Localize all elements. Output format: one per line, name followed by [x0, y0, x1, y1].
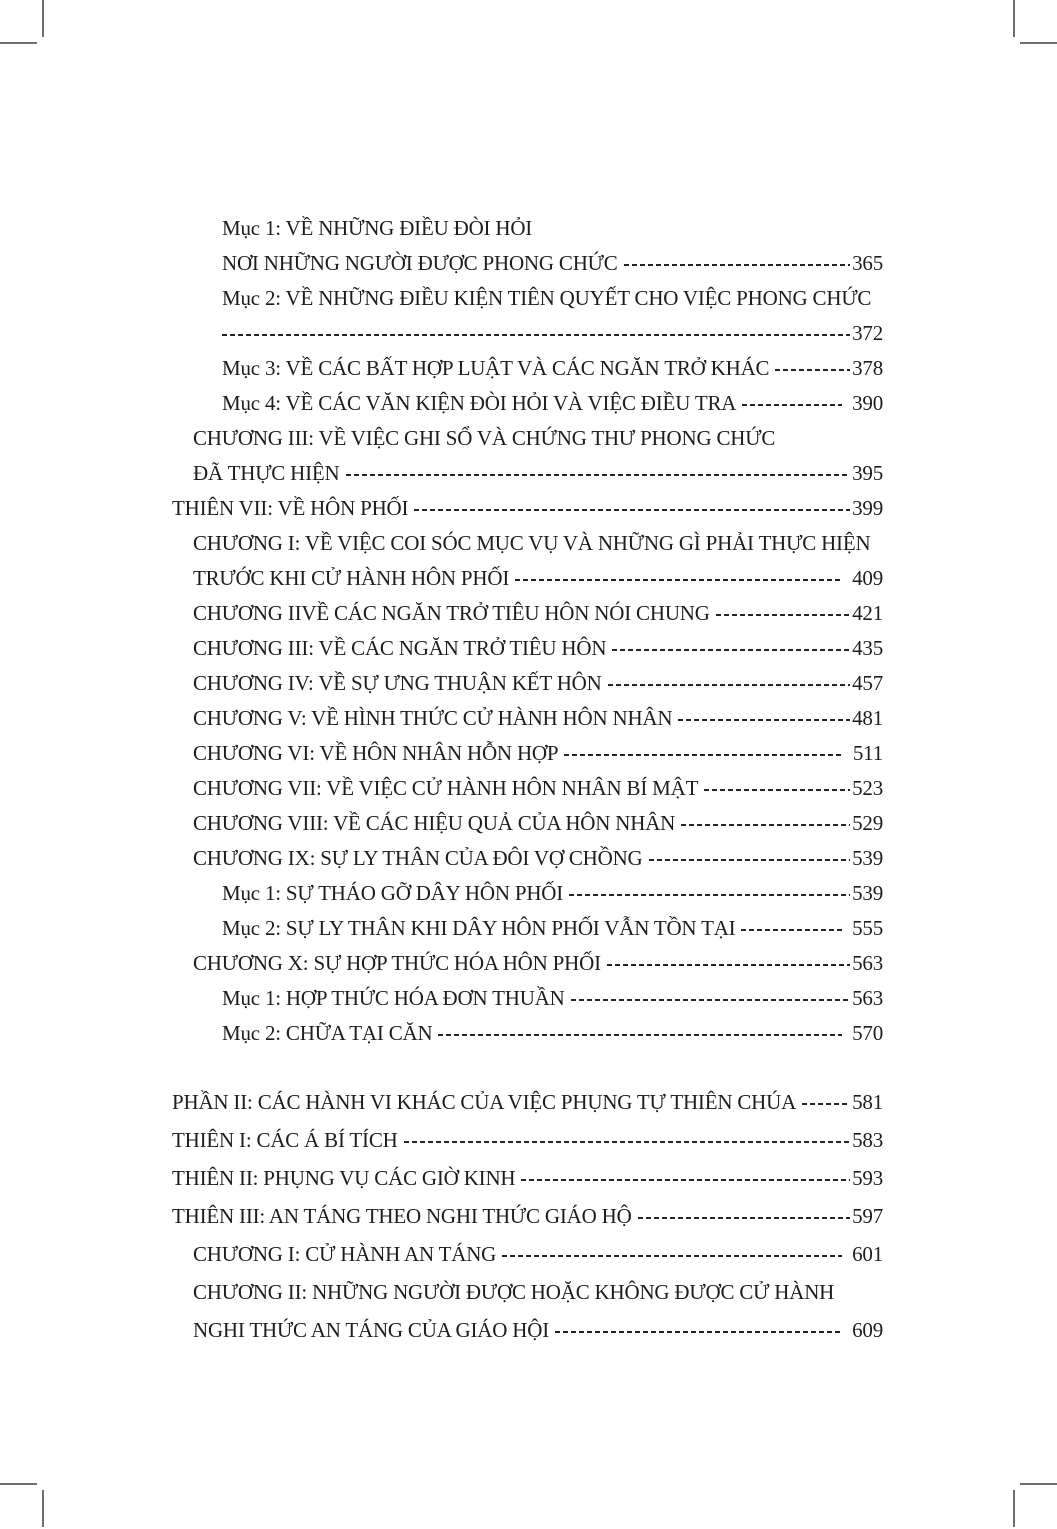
toc-dash-leader: [571, 999, 850, 1001]
toc-dash-leader: [569, 894, 850, 896]
toc-page-number: 409: [852, 566, 883, 590]
toc-dash-leader: [716, 614, 850, 616]
crop-mark-bottom-right-horizontal: [1020, 1483, 1057, 1485]
toc-row: [172, 736, 883, 771]
toc-page-number: 593: [852, 1165, 883, 1190]
toc-dash-leader: [742, 404, 842, 406]
toc-page-number: 539: [852, 846, 883, 870]
toc-dash-leader: [404, 1141, 850, 1143]
toc-page-number: 597: [852, 1203, 883, 1228]
toc-row: [172, 1235, 883, 1273]
toc-row: [172, 876, 883, 911]
toc-entry-text: CHƯƠNG VII: VỀ VIỆC CỬ HÀNH HÔN NHÂN BÍ MẬT: [193, 776, 699, 800]
toc-row: [172, 771, 883, 806]
toc-page-number: 583: [852, 1127, 883, 1152]
toc-entry-text: THIÊN II: PHỤNG VỤ CÁC GIỜ KINH: [172, 1165, 516, 1190]
toc-dash-leader: [678, 719, 850, 721]
toc-entry-text: Mục 2: CHỮA TẠI CĂN: [222, 1021, 433, 1045]
crop-mark-top-right-vertical: [1013, 0, 1015, 37]
toc-dash-leader: [775, 369, 850, 371]
toc-row: [172, 351, 883, 386]
toc-page-number: 563: [852, 986, 883, 1010]
toc-page-number: 399: [852, 496, 883, 520]
toc-entry-text: Mục 1: HỢP THỨC HÓA ĐƠN THUẦN: [222, 986, 565, 1010]
toc-dash-leader: [608, 684, 850, 686]
toc-entry-text: CHƯƠNG IV: VỀ SỰ ƯNG THUẬN KẾT HÔN: [193, 671, 602, 695]
crop-mark-top-right-horizontal: [1020, 42, 1057, 44]
toc-page-number: 539: [852, 881, 883, 905]
toc-entry-text: CHƯƠNG II: NHỮNG NGƯỜI ĐƯỢC HOẶC KHÔNG ĐƯỢC CỬ HÀNH: [193, 1279, 835, 1304]
toc-page-number: 523: [852, 776, 883, 800]
toc-entry-text: CHƯƠNG IX: SỰ LY THÂN CỦA ĐÔI VỢ CHỒNG: [193, 846, 643, 870]
toc-row: [172, 421, 883, 456]
toc-page-number: 581: [852, 1089, 883, 1114]
crop-mark-bottom-right-vertical: [1013, 1490, 1015, 1527]
toc-page-number: 601: [852, 1241, 883, 1266]
toc-page-number: 435: [852, 636, 883, 660]
toc-row: [172, 1121, 883, 1159]
toc-row: [172, 631, 883, 666]
toc-dash-leader: [741, 929, 842, 931]
toc-entry-text: PHẦN II: CÁC HÀNH VI KHÁC CỦA VIỆC PHỤNG TỰ THIÊN CHÚA: [172, 1089, 797, 1114]
toc-page-number: 529: [852, 811, 883, 835]
toc-row: [172, 841, 883, 876]
toc-dash-leader: [346, 474, 851, 476]
toc-row: [172, 981, 883, 1016]
toc-dash-leader: [649, 859, 851, 861]
toc-dash-leader: [624, 264, 851, 266]
toc-page-number: 563: [852, 951, 883, 975]
toc-dash-leader: [607, 964, 850, 966]
toc-entry-text: Mục 1: VỀ NHỮNG ĐIỀU ĐÒI HỎI: [222, 216, 533, 240]
toc-row: [172, 946, 883, 981]
toc-entry-text: CHƯƠNG III: VỀ VIỆC GHI SỔ VÀ CHỨNG THƯ PHONG CHỨC: [193, 426, 776, 450]
toc-row: [172, 211, 883, 246]
toc-entry-text: CHƯƠNG I: VỀ VIỆC COI SÓC MỤC VỤ VÀ NHỮNG GÌ PHẢI THỰC HIỆN: [193, 531, 871, 555]
toc-block: [172, 1083, 883, 1349]
toc-row: [172, 1273, 883, 1311]
toc-row: [172, 596, 883, 631]
toc-page-number: 481: [852, 706, 883, 730]
crop-mark-bottom-left-vertical: [42, 1490, 44, 1527]
toc-row: [172, 1197, 883, 1235]
toc-entry-text: THIÊN VII: VỀ HÔN PHỐI: [172, 496, 409, 520]
toc-dash-leader: [438, 1034, 842, 1036]
toc-page-number: 555: [852, 916, 883, 940]
toc-entry-text: CHƯƠNG III: VỀ CÁC NGĂN TRỞ TIÊU HÔN: [193, 636, 607, 660]
toc-row: [172, 666, 883, 701]
toc-entry-text: NƠI NHỮNG NGƯỜI ĐƯỢC PHONG CHỨC: [222, 251, 618, 275]
crop-mark-bottom-left-horizontal: [0, 1483, 37, 1485]
toc-row: [172, 1016, 883, 1051]
toc-entry-text: CHƯƠNG IIVỀ CÁC NGĂN TRỞ TIÊU HÔN NÓI CHUNG: [193, 601, 710, 625]
toc-entry-text: Mục 4: VỀ CÁC VĂN KIỆN ĐÒI HỎI VÀ VIỆC ĐIỀU TRA: [222, 391, 737, 415]
toc-dash-leader: [555, 1331, 842, 1333]
toc-entry-text: CHƯƠNG VIII: VỀ CÁC HIỆU QUẢ CỦA HÔN NHÂN: [193, 811, 676, 835]
toc-row: [172, 281, 883, 316]
toc-entry-text: CHƯƠNG VI: VỀ HÔN NHÂN HỖN HỢP: [193, 741, 559, 765]
toc-dash-leader: [681, 824, 850, 826]
toc-page-number: 570: [852, 1021, 883, 1045]
toc-row: [172, 491, 883, 526]
toc-entry-text: CHƯƠNG I: CỬ HÀNH AN TÁNG: [193, 1241, 497, 1266]
toc-dash-leader: [564, 754, 843, 756]
toc-page-number: 609: [852, 1317, 883, 1342]
toc-row: [172, 1311, 883, 1349]
toc-row: [172, 561, 883, 596]
toc-entry-text: NGHI THỨC AN TÁNG CỦA GIÁO HỘI: [193, 1317, 550, 1342]
toc-page-number: 457: [852, 671, 883, 695]
toc-page-number: 421: [852, 601, 883, 625]
toc-entry-text: Mục 2: SỰ LY THÂN KHI DÂY HÔN PHỐI VẪN TỒN TẠI: [222, 916, 736, 940]
toc-entry-text: Mục 1: SỰ THÁO GỠ DÂY HÔN PHỐI: [222, 881, 564, 905]
toc-row: [172, 456, 883, 491]
toc-page-number: 390: [852, 391, 883, 415]
toc-row: [172, 806, 883, 841]
toc-dash-leader: [802, 1103, 850, 1105]
toc-row: [172, 1083, 883, 1121]
toc-page-number: 511: [852, 741, 883, 765]
toc-dash-leader: [638, 1217, 851, 1219]
toc-dash-leader: [515, 579, 842, 581]
toc-row: [172, 316, 883, 351]
toc-page-number: 365: [852, 251, 883, 275]
toc-dash-leader: [612, 649, 850, 651]
toc-entry-text: THIÊN III: AN TÁNG THEO NGHI THỨC GIÁO HỘ: [172, 1203, 632, 1228]
toc-entry-text: ĐÃ THỰC HIỆN: [193, 461, 340, 485]
toc-page-number: 372: [852, 321, 883, 345]
toc-row: [172, 526, 883, 561]
toc-dash-leader: [222, 334, 850, 336]
toc-entry-text: Mục 2: VỀ NHỮNG ĐIỀU KIỆN TIÊN QUYẾT CHO VIỆC PHONG CHỨC: [222, 286, 872, 310]
toc-entry-text: THIÊN I: CÁC Á BÍ TÍCH: [172, 1127, 398, 1152]
toc-page-number: 378: [852, 356, 883, 380]
toc-row: [172, 386, 883, 421]
table-of-contents: [172, 211, 883, 1349]
toc-entry-text: CHƯƠNG V: VỀ HÌNH THỨC CỬ HÀNH HÔN NHÂN: [193, 706, 673, 730]
toc-page-number: 395: [852, 461, 883, 485]
toc-entry-text: Mục 3: VỀ CÁC BẤT HỢP LUẬT VÀ CÁC NGĂN TRỞ KHÁC: [222, 356, 770, 380]
toc-dash-leader: [414, 509, 850, 511]
toc-dash-leader: [704, 789, 850, 791]
toc-entry-text: TRƯỚC KHI CỬ HÀNH HÔN PHỐI: [193, 566, 510, 590]
crop-mark-top-left-horizontal: [0, 42, 37, 44]
toc-row: [172, 1159, 883, 1197]
toc-dash-leader: [502, 1255, 842, 1257]
toc-dash-leader: [521, 1179, 850, 1181]
toc-block: [172, 211, 883, 1051]
crop-mark-top-left-vertical: [42, 0, 44, 37]
toc-row: [172, 246, 883, 281]
toc-row: [172, 701, 883, 736]
toc-row: [172, 911, 883, 946]
toc-entry-text: CHƯƠNG X: SỰ HỢP THỨC HÓA HÔN PHỐI: [193, 951, 601, 975]
